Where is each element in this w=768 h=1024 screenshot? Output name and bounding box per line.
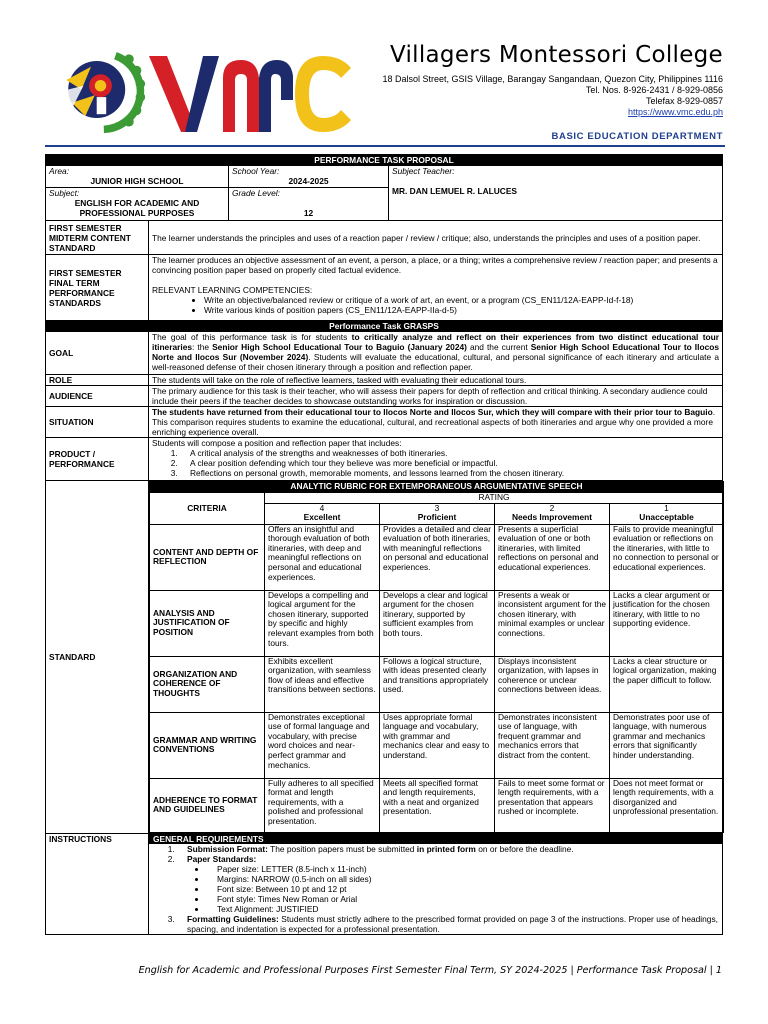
area-value: JUNIOR HIGH SCHOOL <box>90 176 184 186</box>
audience-text: The primary audience for this task is their teacher, who will assess their papers for depth of reflection and critical thinking. A secondary audience could include their peers if the teacher decides to showcase outstanding works for inspiration or discussion. <box>149 386 723 407</box>
rubric-descriptor: Demonstrates poor use of language, with numerous grammar and mechanics errors that significantly hinder understanding. <box>610 712 724 778</box>
goal-text-part: . Students will evaluate the educational, cultural, and personal significance of each itinerary and articulate a well-reasoned defense of their chosen itinerary through a position and reflection paper. <box>152 352 719 372</box>
product-item: 1. A critical analysis of the strengths and weaknesses of both itineraries. <box>180 448 719 458</box>
area-label: Area: <box>49 166 70 176</box>
requirement-text: on or before the deadline. <box>475 843 574 854</box>
rubric-descriptor: Offers an insightful and thorough evaluation of both itineraries, with deep and meaningful reflections on personal and educational experiences. <box>265 524 380 590</box>
rating-name: Needs Improvement <box>511 512 593 523</box>
rubric-descriptor: Does not meet format or length requirements, with a disorganized and unprofessional presentation. <box>610 778 724 832</box>
requirements-list <box>149 844 722 934</box>
situation-label: SITUATION <box>46 407 149 438</box>
performance-task-proposal-table <box>45 154 723 935</box>
performance-standard-cell <box>149 255 723 321</box>
rubric-descriptor: Lacks a clear structure or logical organization, making the paper difficult to follow. <box>610 656 724 712</box>
situation-text-bold: The students have returned from their educational tour to Ilocos Norte and Ilocos Sur, which they will compare with their prior tour to Baguio <box>152 407 713 417</box>
competencies-title: RELEVANT LEARNING COMPETENCIES: <box>152 285 313 295</box>
rubric-descriptor: Fails to provide meaningful evaluation or reflections on the itineraries, with little to no connection to personal or educational experiences. <box>610 524 724 590</box>
vmc-logo <box>145 48 355 138</box>
rating-header: RATING <box>265 493 724 504</box>
rubric-descriptor: Meets all specified format and length requirements, with a neat and organized presentation. <box>380 778 495 832</box>
goal-text-bold: Senior High School Educational Tour to Baguio (January 2024) <box>212 342 467 352</box>
competency-item: • Write various kinds of position papers (CS_EN11/12A-EAPP-IIa-d-5) <box>204 305 719 315</box>
rating-level-1 <box>610 503 724 524</box>
paper-standard-item: • Paper size: LETTER (8.5-inch x 11-inch) <box>207 864 718 874</box>
general-requirements-title: GENERAL REQUIREMENTS <box>149 834 722 844</box>
college-website-link[interactable]: https://www.vmc.edu.ph <box>627 107 723 117</box>
subject-value: ENGLISH FOR ACADEMIC AND PROFESSIONAL PURPOSES <box>74 198 200 218</box>
rubric-descriptor: Lacks a clear argument or justification for the chosen itinerary, with little to no supporting evidence. <box>610 590 724 656</box>
subject-cell <box>46 188 229 221</box>
rubric-row <box>150 778 724 832</box>
rubric-descriptor: Demonstrates exceptional use of formal language and vocabulary, with precise word choices and near-perfect grammar and mechanics. <box>265 712 380 778</box>
college-contact-info <box>382 74 723 118</box>
product-label: PRODUCT / PERFORMANCE <box>46 438 149 481</box>
rubric-descriptor: Provides a detailed and clear evaluation of both itineraries, with meaningful reflections on personal and educational experiences. <box>380 524 495 590</box>
audience-label: AUDIENCE <box>46 386 149 407</box>
requirement-item <box>177 854 718 914</box>
paper-standard-item: • Text Alignment: JUSTIFIED <box>207 904 718 914</box>
rubric-descriptor: Displays inconsistent organization, with lapses in coherence or unclear connections between ideas. <box>495 656 610 712</box>
content-standard-text: The learner understands the principles and uses of a reaction paper / review / critique; also, understands the principles and uses of a position paper. <box>149 221 723 255</box>
department-name: BASIC EDUCATION DEPARTMENT <box>551 131 723 142</box>
rubric-descriptor: Uses appropriate formal language and vocabulary, with grammar and mechanics clear and easy to understand. <box>380 712 495 778</box>
rating-score: 2 <box>549 502 555 513</box>
performance-standard-label: FIRST SEMESTER FINAL TERM PERFORMANCE STANDARDS <box>46 255 149 321</box>
requirement-label: Formatting Guidelines: <box>187 913 279 924</box>
rubric-descriptor: Exhibits excellent organization, with seamless flow of ideas and effective transitions between sections. <box>265 656 380 712</box>
rubric-descriptor: Develops a clear and logical argument for the chosen itinerary, supported by sufficient examples from both tours. <box>380 590 495 656</box>
rating-score: 3 <box>434 502 440 513</box>
grade-level-label: Grade Level: <box>232 188 280 198</box>
subject-teacher-value: MR. DAN LEMUEL R. LALUCES <box>392 186 518 196</box>
page-footer: English for Academic and Professional Purposes First Semester Final Term, SY 2024-2025 | Performance Task Proposal | 1 <box>138 965 722 976</box>
paper-standards-list <box>187 864 718 914</box>
requirement-text: Students must strictly adhere to the prescribed format provided on page 3 of the instructions. Proper use of headings, spacing, and indentation is expected for a professional presentation. <box>187 913 718 934</box>
college-seal-logo <box>53 42 148 137</box>
college-address: 18 Dalsol Street, GSIS Village, Barangay Sangandaan, Quezon City, Philippines 1116 <box>382 74 723 84</box>
criterion-name: GRAMMAR AND WRITING CONVENTIONS <box>150 712 265 778</box>
rating-level-3 <box>380 503 495 524</box>
rubric-descriptor: Presents a superficial evaluation of one or both itineraries, with limited reflections on personal and educational experiences. <box>495 524 610 590</box>
rating-name: Unacceptable <box>639 512 694 523</box>
paper-standard-item: • Font style: Times New Roman or Arial <box>207 894 718 904</box>
requirement-label: Submission Format: <box>187 843 268 854</box>
requirement-label: Paper Standards: <box>187 853 257 864</box>
school-year-value: 2024-2025 <box>288 176 329 186</box>
rating-level-2 <box>495 503 610 524</box>
proposal-title: PERFORMANCE TASK PROPOSAL <box>46 155 723 166</box>
goal-text-part: and the current <box>466 342 531 352</box>
rubric-row <box>150 590 724 656</box>
school-year-label: School Year: <box>232 166 280 176</box>
instructions-cell <box>149 833 723 934</box>
criteria-header: CRITERIA <box>150 493 265 525</box>
paper-standard-item: • Margins: NARROW (0.5-inch on all sides) <box>207 874 718 884</box>
competency-item: • Write an objective/balanced review or critique of a work of art, an event, or a program (CS_EN11/12A-EAPP-Id-f-18) <box>204 295 719 305</box>
subject-label: Subject: <box>49 188 80 198</box>
college-telefax: Telefax 8-929-0857 <box>645 96 723 106</box>
product-list <box>152 448 719 478</box>
rubric-row <box>150 656 724 712</box>
criterion-name: CONTENT AND DEPTH OF REFLECTION <box>150 524 265 590</box>
grade-level-cell <box>229 188 389 221</box>
college-name: Villagers Montessori College <box>389 42 723 68</box>
grade-level-value: 12 <box>303 208 314 218</box>
rubric-title: ANALYTIC RUBRIC FOR EXTEMPORANEOUS ARGUMENTATIVE SPEECH <box>150 482 724 493</box>
rating-level-4 <box>265 503 380 524</box>
requirement-text: The position papers must be submitted <box>267 843 417 854</box>
header-divider <box>45 145 725 147</box>
school-year-cell <box>229 166 389 188</box>
rating-name: Proficient <box>417 512 457 523</box>
area-cell <box>46 166 229 188</box>
rubric-descriptor: Fails to meet some format or length requirements, with a presentation that appears rushed or incomplete. <box>495 778 610 832</box>
content-standard-label: FIRST SEMESTER MIDTERM CONTENT STANDARD <box>46 221 149 255</box>
standard-label: STANDARD <box>46 481 149 834</box>
college-telephone: Tel. Nos. 8-926-2431 / 8-929-0856 <box>585 85 723 95</box>
goal-text-bold: Senior High School Educational Tour to Ilocos Norte and Ilocos Sur (November 2024) <box>152 342 720 362</box>
criterion-name: ADHERENCE TO FORMAT AND GUIDELINES <box>150 778 265 832</box>
requirement-item <box>177 844 718 854</box>
rubric-descriptor: Presents a weak or inconsistent argument for the chosen itinerary, with minimal examples or unclear connections. <box>495 590 610 656</box>
rubric-row <box>150 712 724 778</box>
goal-text <box>149 332 723 375</box>
rating-name: Excellent <box>303 512 341 523</box>
paper-standard-item: • Font size: Between 10 pt and 12 pt <box>207 884 718 894</box>
product-cell <box>149 438 723 481</box>
rating-score: 1 <box>664 502 669 513</box>
goal-text-bold: to critically analyze and reflect on their experiences from two distinct educational tour itineraries <box>152 332 719 352</box>
rubric-descriptor: Develops a compelling and logical argument for the chosen itinerary, supported by specific and highly relevant examples from both tours. <box>265 590 380 656</box>
goal-text-part: The goal of this performance task is for students <box>152 332 352 342</box>
subject-teacher-label: Subject Teacher: <box>392 166 455 176</box>
grasps-title: Performance Task GRASPS <box>46 321 723 332</box>
rubric-descriptor: Demonstrates inconsistent use of language, with frequent grammar and mechanics errors that distract from the content. <box>495 712 610 778</box>
requirement-text-bold: in printed form <box>416 843 476 854</box>
performance-standard-text: The learner produces an objective assessment of an event, a person, a place, or a thing; writes a comprehensive review / reaction paper; and presents a convincing position paper based on properly cited factual evidence. <box>152 255 718 275</box>
rubric-descriptor: Follows a logical structure, with ideas presented clearly and transitions appropriately used. <box>380 656 495 712</box>
competencies-list <box>152 295 719 315</box>
subject-teacher-cell <box>389 166 723 221</box>
product-item: 2. A clear position defending which tour they believe was more beneficial or impactful. <box>180 458 719 468</box>
rubric-descriptor: Fully adheres to all specified format and length requirements, with a polished and professional presentation. <box>265 778 380 832</box>
rubric-row <box>150 524 724 590</box>
letterhead <box>45 38 725 148</box>
role-text: The students will take on the role of reflective learners, tasked with evaluating their educational tours. <box>149 375 723 386</box>
criterion-name: ORGANIZATION AND COHERENCE OF THOUGHTS <box>150 656 265 712</box>
product-item: 3. Reflections on personal growth, memorable moments, and lessons learned from the chosen itinerary. <box>180 468 719 478</box>
rating-score: 4 <box>319 502 325 513</box>
rubric-cell <box>149 481 723 834</box>
situation-text <box>149 407 723 438</box>
product-intro: Students will compose a position and reflection paper that includes: <box>152 438 402 448</box>
analytic-rubric-table <box>149 481 724 833</box>
criterion-name: ANALYSIS AND JUSTIFICATION OF POSITION <box>150 590 265 656</box>
role-label: ROLE <box>46 375 149 386</box>
requirement-item <box>177 914 718 934</box>
situation-text-part: . This comparison requires students to examine the educational, cultural, and recreational aspects of both itineraries and argue why one provided a more enriching experience overall. <box>152 407 716 437</box>
goal-text-part: : the <box>192 342 213 352</box>
instructions-label: INSTRUCTIONS <box>46 833 149 934</box>
goal-label: GOAL <box>46 332 149 375</box>
